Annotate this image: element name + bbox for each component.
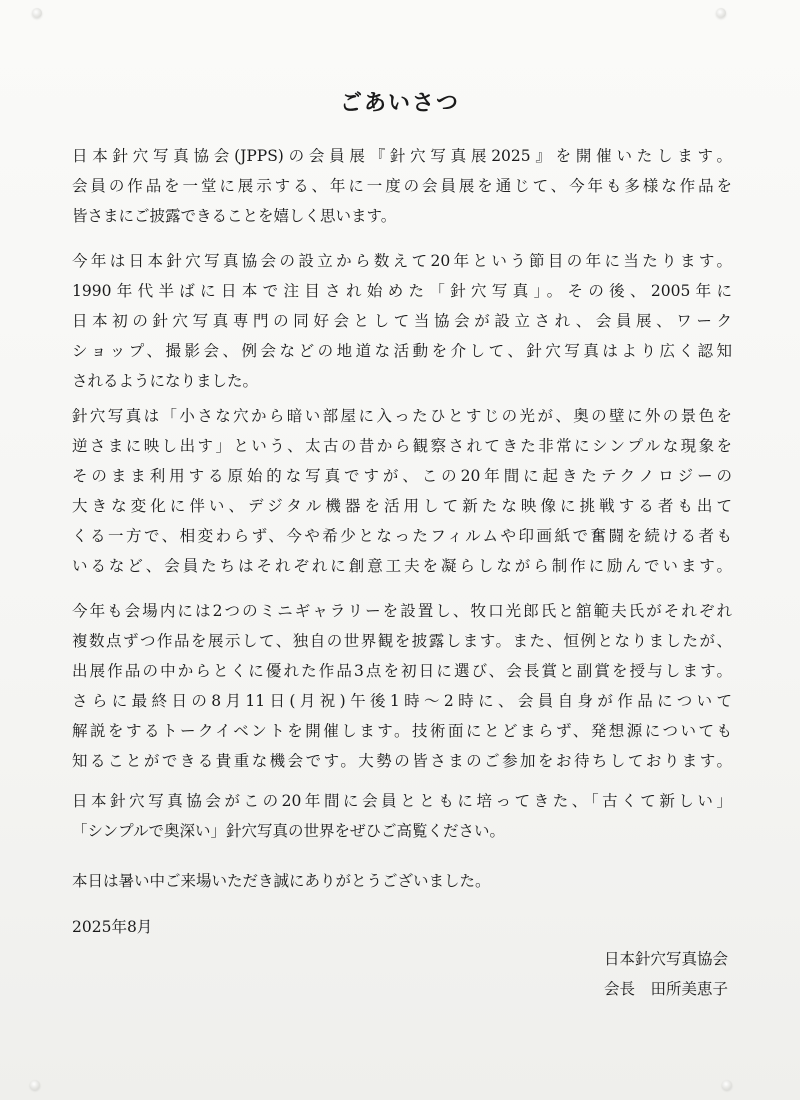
text-line: 会員の作品を一堂に展示する、年に一度の会員展を通じて、今年も多様な作品を: [72, 177, 732, 195]
document-title: ごあいさつ: [339, 90, 460, 116]
text-line: ショップ、撮影会、例会などの地道な活動を介して、針穴写真はより広く認知: [72, 342, 732, 360]
text-line: 解説をするトークイベントを開催します。技術面にとどまらず、発想源についても: [72, 722, 732, 740]
document-date: 2025年8月: [72, 918, 153, 936]
text-line: 1990年代半ばに日本で注目され始めた「針穴写真」。その後、2005年に: [72, 282, 732, 300]
text-line: 針穴写真は「小さな穴から暗い部屋に入ったひとすじの光が、奥の壁に外の景色を: [72, 407, 732, 425]
text-line: そのまま利用する原始的な写真ですが、この20年間に起きたテクノロジーの: [72, 467, 732, 485]
pin-icon: [722, 1080, 732, 1090]
text-line: いるなど、会員たちはそれぞれに創意工夫を凝らしながら制作に励んでいます。: [72, 557, 732, 575]
text-line: 逆さまに映し出す」という、太古の昔から観察されてきた非常にシンプルな現象を: [72, 437, 732, 455]
paragraph-invitation: [72, 786, 732, 846]
text-line: 日本初の針穴写真専門の同好会として当協会が設立され、会員展、ワーク: [72, 312, 732, 330]
paragraph-history: [72, 246, 732, 396]
paragraph-thanks: [72, 866, 732, 896]
pin-icon: [30, 1080, 40, 1090]
text-line: 今年は日本針穴写真協会の設立から数えて20年という節目の年に当たります。: [72, 252, 732, 270]
text-line: 日本針穴写真協会(JPPS)の会員展『針穴写真展2025』を開催いたします。: [72, 147, 732, 165]
text-line: 大きな変化に伴い、デジタル機器を活用して新たな映像に挑戦する者も出て: [72, 497, 732, 515]
paragraph-pinhole-description: [72, 401, 732, 581]
text-line: くる一方で、相変わらず、今や希少となったフィルムや印画紙で奮闘を続ける者も: [72, 527, 732, 545]
text-line: 日本針穴写真協会がこの20年間に会員とともに培ってきた、「古くて新しい」: [72, 792, 732, 810]
signature-organization: 日本針穴写真協会: [604, 950, 729, 968]
text-line: 知ることができる貴重な機会です。大勢の皆さまのご参加をお待ちしております。: [72, 752, 732, 770]
text-line: 皆さまにご披露できることを嬉しく思います。: [72, 207, 397, 225]
signature-president: 会長 田所美恵子: [604, 980, 729, 998]
pin-icon: [716, 8, 726, 18]
text-line: 「シンプルで奥深い」針穴写真の世界をぜひご高覧ください。: [72, 822, 505, 840]
text-line: 出展作品の中からとくに優れた作品3点を初日に選び、会長賞と副賞を授与します。: [72, 662, 732, 680]
pin-icon: [32, 8, 42, 18]
text-line: 今年も会場内には2つのミニギャラリーを設置し、牧口光郎氏と舘範夫氏がそれぞれ: [72, 602, 732, 620]
text-line: さらに最終日の8月11日(月祝)午後1時〜2時に、会員自身が作品について: [72, 692, 732, 710]
text-line: 本日は暑い中ご来場いただき誠にありがとうございました。: [72, 872, 491, 890]
text-line: されるようになりました。: [72, 372, 259, 390]
paragraph-events: [72, 596, 732, 776]
text-line: 複数点ずつ作品を展示して、独自の世界観を披露します。また、恒例となりましたが、: [72, 632, 732, 650]
paragraph-intro: [72, 141, 732, 231]
